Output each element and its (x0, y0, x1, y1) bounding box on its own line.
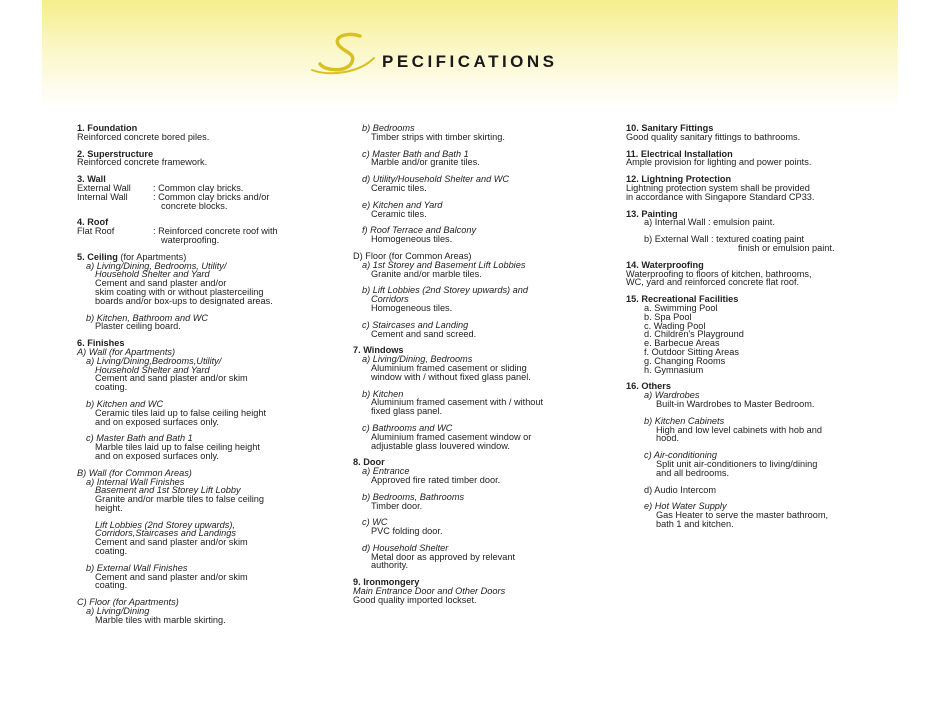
section-heading: 11. Electrical Installation (626, 148, 733, 159)
spec-text: coating. (95, 382, 128, 393)
spec-subheading: e) Hot Water Supply (644, 501, 727, 512)
spec-subheading: c) Staircases and Landing (362, 319, 469, 330)
spec-text: in accordance with Singapore Standard CP33. (626, 191, 815, 202)
section-subtitle: (for Apartments) (117, 251, 187, 262)
spec-text: Lightning protection system shall be provided (626, 182, 810, 193)
spec-text: skim coating with or without plasterceiling (95, 286, 264, 297)
spec-subheading: a) Wardrobes (644, 390, 700, 401)
spec-subheading: c) Master Bath and Bath 1 (362, 148, 469, 159)
spec-text: PVC folding door. (371, 526, 443, 537)
spec-text: fixed glass panel. (371, 406, 442, 417)
spec-text: Cement and sand screed. (371, 328, 477, 339)
spec-text: Timber strips with timber skirting. (371, 131, 505, 142)
list-item: f. Outdoor Sitting Areas (644, 346, 739, 357)
spec-subheading: Basement and 1st Storey Lift Lobby (95, 485, 241, 496)
spec-text: adjustable glass louvered window. (371, 440, 510, 451)
spec-subheading: a) Internal Wall Finishes (86, 476, 185, 487)
spec-text: b) External Wall : textured coating paint (644, 234, 805, 245)
page-title: PECIFICATIONS (382, 52, 558, 71)
spec-text: Cement and sand plaster and/or skim (95, 373, 248, 384)
spec-text: Cement and sand plaster and/or (95, 278, 227, 289)
spec-subheading: D) Floor (for Common Areas) (353, 250, 472, 261)
section-heading: 6. Finishes (77, 338, 125, 349)
spec-label: External Wall (77, 182, 131, 193)
spec-text: : Reinforced concrete roof with (153, 226, 278, 237)
spec-text: Plaster ceiling board. (95, 321, 181, 332)
spec-subheading: c) Air-conditioning (644, 450, 718, 461)
spec-text: Good quality imported lockset. (353, 594, 477, 605)
section-heading: 3. Wall (77, 174, 106, 185)
spec-text: Reinforced concrete bored piles. (77, 131, 210, 142)
spec-label: Flat Roof (77, 226, 115, 237)
section-heading: 7. Windows (353, 345, 404, 356)
spec-subheading: a) Entrance (362, 466, 410, 477)
spec-subheading: Corridors (371, 294, 409, 305)
spec-subheading: b) External Wall Finishes (86, 562, 188, 573)
spec-subheading: b) Kitchen and WC (86, 398, 164, 409)
spec-subheading: b) Kitchen Cabinets (644, 415, 725, 426)
section-heading: 10. Sanitary Fittings (626, 123, 714, 133)
list-item: g. Changing Rooms (644, 355, 726, 366)
spec-text: coating. (95, 546, 128, 557)
spec-text: Ceramic tiles laid up to false ceiling height (95, 407, 267, 418)
spec-text: Built-in Wardrobes to Master Bedroom. (656, 398, 815, 409)
spec-text: Gas Heater to serve the master bathroom, (656, 510, 829, 521)
spec-text: Marble tiles with marble skirting. (95, 614, 226, 625)
section-heading: 13. Painting (626, 208, 678, 219)
spec-text: waterproofing. (161, 234, 220, 245)
list-item: c. Wading Pool (644, 320, 706, 331)
spec-subheading: d) Audio Intercom (644, 484, 717, 495)
spec-text: Aluminium framed casement window or (371, 431, 532, 442)
spec-text: : Common clay bricks and/or (153, 191, 270, 202)
spec-text: Aluminium framed casement with / without (371, 397, 544, 408)
spec-text: Reinforced concrete framework. (77, 157, 208, 168)
spec-text: and on exposed surfaces only. (95, 416, 219, 427)
spec-subheading: f) Roof Terrace and Balcony (362, 225, 477, 236)
spec-subheading: c) Bathrooms and WC (362, 422, 453, 433)
spec-text: coating. (95, 580, 128, 591)
spec-subheading: b) Bedrooms (362, 123, 415, 133)
spec-text: Metal door as approved by relevant (371, 551, 516, 562)
spec-text: Cement and sand plaster and/or skim (95, 537, 248, 548)
spec-subheading: a) Living/Dining, Bedrooms, Utility/ (86, 260, 227, 271)
spec-text: hood. (656, 433, 679, 444)
spec-text: WC, yard and reinforced concrete flat roof. (626, 277, 800, 288)
spec-column-3 (626, 124, 888, 529)
list-item: e. Barbecue Areas (644, 338, 720, 349)
spec-text: and all bedrooms. (656, 467, 730, 478)
spec-subheading: B) Wall (for Common Areas) (77, 467, 192, 478)
spec-text: authority. (371, 560, 409, 571)
spec-text: and on exposed surfaces only. (95, 450, 219, 461)
spec-text: Ample provision for lighting and power points. (626, 157, 812, 168)
spec-text: Granite and/or marble tiles to false ceiling (95, 494, 265, 505)
section-heading: 5. Ceiling (77, 251, 118, 262)
spec-subheading: b) Lift Lobbies (2nd Storey upwards) and (362, 285, 528, 296)
spec-text: Homogeneous tiles. (371, 234, 453, 245)
section-heading: 9. Ironmongery (353, 577, 420, 588)
spec-subheading: C) Floor (for Apartments) (77, 597, 179, 608)
spec-subheading: a) 1st Storey and Basement Lift Lobbies (362, 259, 526, 270)
spec-subheading: a) Living/Dining, Bedrooms (362, 354, 473, 365)
section-heading: 2. Superstructure (77, 148, 154, 159)
spec-text: : Common clay bricks. (153, 182, 244, 193)
section-heading: 15. Recreational Facilities (626, 294, 739, 305)
spec-text: Timber door. (371, 500, 423, 511)
spec-text: Marble tiles laid up to false ceiling height (95, 442, 260, 453)
spec-text: Good quality sanitary fittings to bathrooms. (626, 131, 801, 142)
spec-column-1 (77, 124, 339, 625)
spec-text: Ceramic tiles. (371, 182, 427, 193)
spec-text: Ceramic tiles. (371, 208, 427, 219)
list-item: d. Children's Playground (644, 329, 744, 340)
section-heading: 8. Door (353, 457, 385, 468)
spec-column-2 (353, 124, 615, 605)
spec-text: window with / without fixed glass panel. (371, 371, 531, 382)
section-heading: 12. Lightning Protection (626, 174, 732, 185)
spec-text: boards and/or box-ups to designated areas. (95, 295, 273, 306)
spec-subheading: b) Kitchen, Bathroom and WC (86, 312, 209, 323)
spec-text: height. (95, 502, 123, 513)
spec-text: Waterproofing to floors of kitchen, bathrooms, (626, 268, 812, 279)
spec-subheading: b) Bedrooms, Bathrooms (362, 491, 465, 502)
spec-subheading: e) Kitchen and Yard (362, 199, 443, 210)
spec-subheading: a) Living/Dining,Bedrooms,Utility/ (86, 355, 222, 366)
spec-subheading: a) Living/Dining (86, 606, 150, 617)
section-heading: 1. Foundation (77, 123, 138, 133)
spec-subheading: d) Utility/Household Shelter and WC (362, 174, 510, 185)
spec-text: Approved fire rated timber door. (371, 474, 501, 485)
spec-subheading: Lift Lobbies (2nd Storey upwards), (95, 519, 235, 530)
spec-subheading: Household Shelter and Yard (95, 269, 210, 280)
spec-text: Homogeneous tiles. (371, 302, 453, 313)
spec-label: Internal Wall (77, 191, 128, 202)
list-item: a. Swimming Pool (644, 302, 718, 313)
spec-subheading: A) Wall (for Apartments) (77, 346, 176, 357)
list-item: h. Gymnasium (644, 364, 704, 375)
spec-text: High and low level cabinets with hob and (656, 424, 822, 435)
spec-text: concrete blocks. (161, 200, 228, 211)
spec-text: bath 1 and kitchen. (656, 518, 734, 529)
spec-text: finish or emulsion paint. (738, 242, 835, 253)
spec-subheading: d) Household Shelter (362, 542, 449, 553)
spec-text: Granite and/or marble tiles. (371, 268, 482, 279)
script-s-logo (308, 30, 378, 78)
spec-subheading: c) WC (362, 517, 388, 528)
spec-text: a) Internal Wall : emulsion paint. (644, 217, 775, 228)
spec-subheading: Household Shelter and Yard (95, 364, 210, 375)
spec-text: Aluminium framed casement or sliding (371, 362, 527, 373)
spec-subheading: b) Kitchen (362, 388, 404, 399)
spec-subheading: Corridors,Staircases and Landings (95, 528, 236, 539)
spec-subheading: Main Entrance Door and Other Doors (353, 586, 506, 597)
spec-subheading: c) Master Bath and Bath 1 (86, 433, 193, 444)
section-heading: 14. Waterproofing (626, 259, 704, 270)
section-heading: 16. Others (626, 381, 671, 392)
spec-text: Marble and/or granite tiles. (371, 157, 480, 168)
section-heading: 4. Roof (77, 217, 109, 228)
spec-text: Split unit air-conditioners to living/dining (656, 458, 818, 469)
list-item: b. Spa Pool (644, 311, 692, 322)
spec-text: Cement and sand plaster and/or skim (95, 571, 248, 582)
